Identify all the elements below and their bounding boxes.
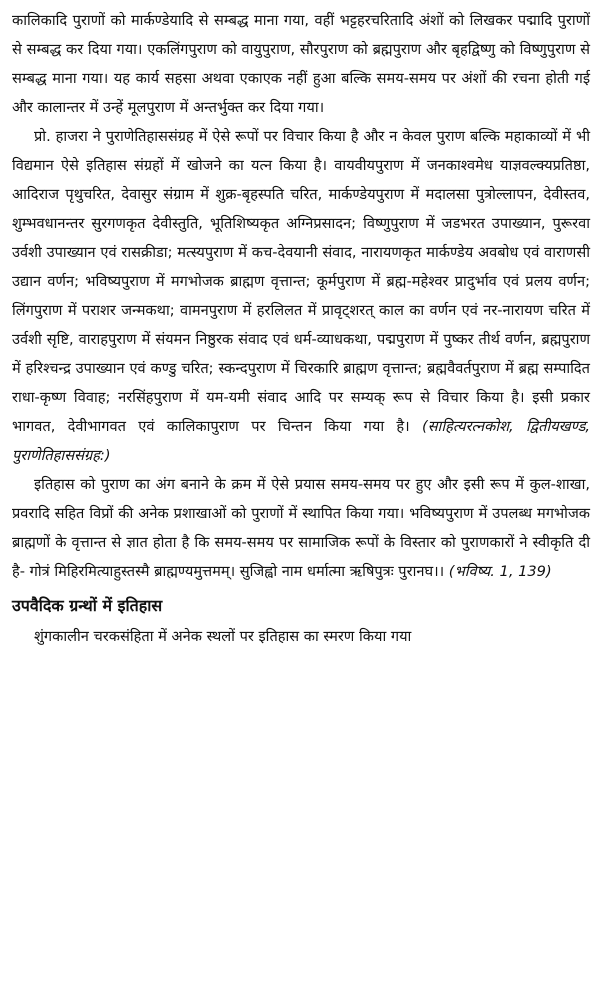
paragraph-1: [12, 6, 590, 122]
paragraph-2: [12, 122, 590, 470]
section-heading: उपवैदिक ग्रन्थों में इतिहास: [12, 596, 163, 615]
paragraph-3-citation: (भविष्य. 1, 139): [448, 563, 552, 580]
paragraph-1-text: कालिकादि पुराणों को मार्कण्डेयादि से सम्बद्ध माना गया, वहीं भट्टहरचरितादि अंशों को लिखकर पद्मादि पुराणों से सम्बद्ध कर दिया गया। एकलिंगपुराण को वायुपुराण, सौरपुराण को ब्रह्मपुराण और बृहद्विष्णु को विष्णुपुराण से सम्बद्ध माना गया। यह कार्य सहसा अथवा एकाएक नहीं हुआ बल्कि समय-समय पर अंशों की रचना होती गई और कालान्तर में उन्हें मूलपुराण में अन्तर्भुक्त कर दिया गया।: [12, 12, 590, 116]
paragraph-4-text: शुंगकालीन चरकसंहिता में अनेक स्थलों पर इतिहास का स्मरण किया गया: [34, 628, 412, 645]
paragraph-3: [12, 470, 590, 586]
paragraph-4: [12, 622, 590, 651]
paragraph-2-text: प्रो. हाजरा ने पुराणेतिहाससंग्रह में ऐसे रूपों पर विचार किया है और न केवल पुराण बल्कि महाकाव्यों में भी विद्यमान ऐसे इतिहास संग्रहों में खोजने का यत्न किया है। वायवीयपुराण में जनकाश्वमेध याज्ञवल्क्यप्रतिष्ठा, आदिराज पृथुचरित, देवासुर संग्राम में शुक्र-बृहस्पति चरित, मार्कण्डेयपुराण में मदालसा पुत्रोल्लापन, देवीस्तव, शुम्भवधानन्तर सुरगणकृत देवीस्तुति, भूतिशिष्यकृत अग्निप्रसादन; विष्णुपुराण में जडभरत उपाख्यान, पुरूरवा उर्वशी उपाख्यान एवं रासक्रीडा; मत्स्यपुराण में कच-देवयानी संवाद, नारायणकृत मार्कण्डेय अवबोध एवं वाराणसी उद्यान वर्णन; भविष्यपुराण में मगभोजक ब्राह्मण वृत्तान्त; कूर्मपुराण में ब्रह्म-महेश्वर प्रादुर्भाव एवं प्रलय वर्णन; लिंगपुराण में पराशर जन्मकथा; वामनपुराण में हरलिलत में प्रावृट्शरत् काल का वर्णन एवं नर-नारायण चरित में उर्वशी सृष्टि, वाराहपुराण में संयमन निष्ठुरक संवाद एवं धर्म-व्याधकथा, पद्मपुराण में पुष्कर तीर्थ वर्णन, ब्रह्मपुराण में हरिश्चन्द्र उपाख्यान एवं कण्डु चरित; स्कन्दपुराण में चिरकारि ब्राह्मण वृत्तान्त; ब्रह्मवैवर्तपुराण में ब्रह्म सम्पादित राधा-कृष्ण विवाह; नरसिंहपुराण में यम-यमी संवाद आदि पर सम्यक् रूप से विचार किया है। इसी प्रकार भागवत, देवीभागवत एवं कालिकापुराण पर चिन्तन किया गया है।: [12, 128, 590, 435]
paragraph-2-citation: (साहित्यरत्नकोश, द्वितीयखण्ड, पुराणेतिहाससंग्रह:): [12, 418, 591, 464]
paragraph-3-text: इतिहास को पुराण का अंग बनाने के क्रम में ऐसे प्रयास समय-समय पर हुए और इसी रूप में कुल-शाखा, प्रवरादि सहित विप्रों की अनेक प्रशाखाओं को पुराणों में स्थापित किया गया। भविष्यपुराण में उपलब्ध मगभोजक ब्राह्मणों के वृत्तान्त से ज्ञात होता है कि समय-समय पर सामाजिक रूपों के विस्तार को पुराणकारों ने स्वीकृति दी है- गोत्रं मिहिरमित्याहुस्तस्मै ब्राह्मण्यमुत्तमम्। सुजिह्वो नाम धर्मात्मा ऋषिपुत्रः पुरानघ।।: [12, 476, 590, 580]
